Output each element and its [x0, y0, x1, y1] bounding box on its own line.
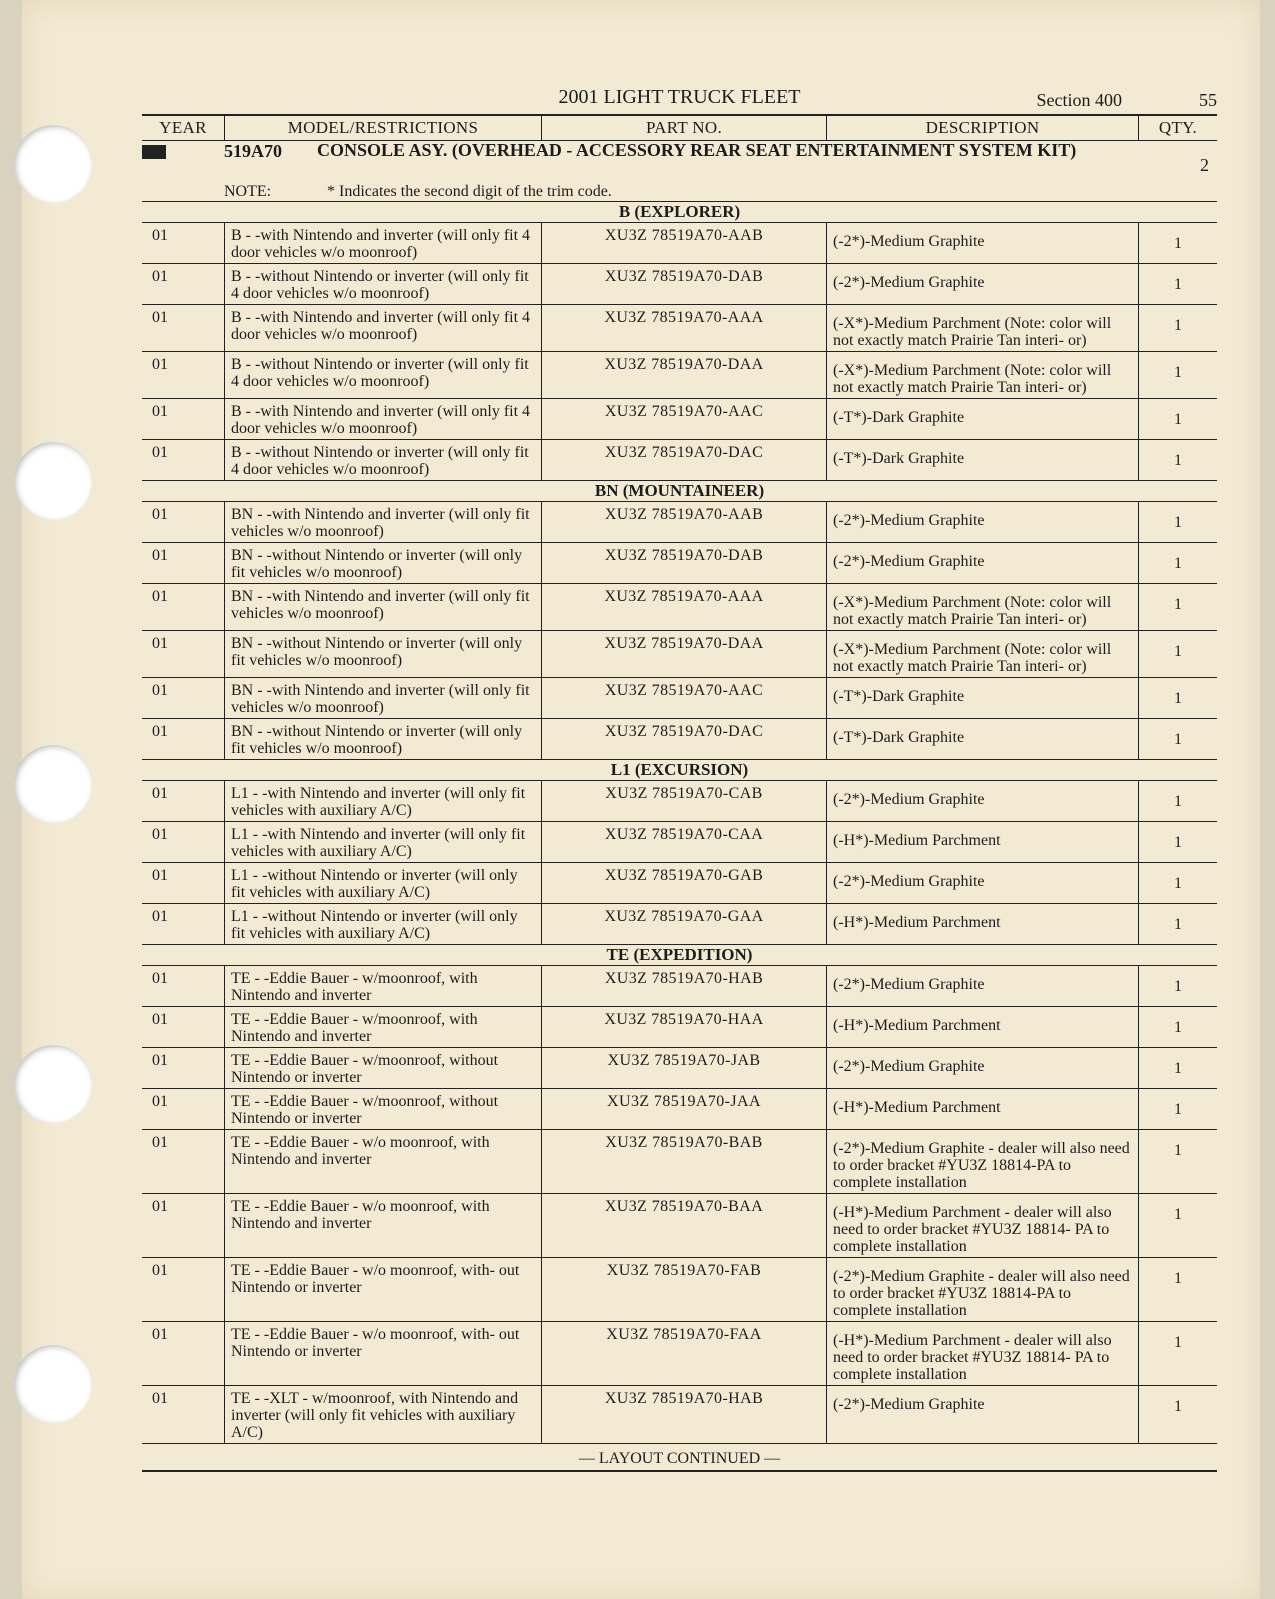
qty-cell: 1 — [1138, 1258, 1217, 1321]
page-title: 2001 LIGHT TRUCK FLEET — [558, 86, 801, 108]
table-row — [142, 1194, 1217, 1258]
part-number-cell: XU3Z 78519A70-AAA — [541, 305, 826, 351]
model-cell: TE - -Eddie Bauer - w/moonroof, with Nintendo and inverter — [224, 966, 541, 1006]
qty-cell: 1 — [1138, 631, 1217, 677]
column-header-part: PART NO. — [541, 116, 826, 140]
qty-cell: 1 — [1138, 1089, 1217, 1129]
year-cell: 01 — [152, 268, 168, 285]
description-cell: (-2*)-Medium Graphite — [826, 781, 1138, 821]
qty-cell: 1 — [1138, 719, 1217, 759]
qty-cell: 1 — [1138, 1130, 1217, 1193]
qty-cell: 1 — [1138, 1322, 1217, 1385]
part-number-cell: XU3Z 78519A70-DAC — [541, 719, 826, 759]
binder-hole — [14, 1045, 92, 1123]
year-cell: 01 — [152, 785, 168, 802]
part-number-cell: XU3Z 78519A70-FAA — [541, 1322, 826, 1385]
description-cell: (-2*)-Medium Graphite — [826, 863, 1138, 903]
column-header-qty: QTY. — [1138, 116, 1217, 140]
qty-cell: 1 — [1138, 822, 1217, 862]
description-cell: (-2*)-Medium Graphite — [826, 502, 1138, 542]
table-row — [142, 1322, 1217, 1386]
description-cell: (-H*)-Medium Parchment — [826, 822, 1138, 862]
part-number-cell: XU3Z 78519A70-DAA — [541, 352, 826, 398]
model-cell: B - -with Nintendo and inverter (will only fit 4 door vehicles w/o moonroof) — [224, 223, 541, 263]
part-number-cell: XU3Z 78519A70-FAB — [541, 1258, 826, 1321]
black-marker-icon — [142, 145, 166, 159]
description-cell: (-H*)-Medium Parchment - dealer will also need to order bracket #YU3Z 18814- PA to complete installation — [826, 1194, 1138, 1257]
model-cell: L1 - -without Nintendo or inverter (will only fit vehicles with auxiliary A/C) — [224, 904, 541, 944]
table-row — [142, 543, 1217, 584]
column-header-year: YEAR — [159, 118, 207, 137]
qty-cell: 1 — [1138, 440, 1217, 480]
qty-cell: 1 — [1138, 1194, 1217, 1257]
year-cell: 01 — [152, 970, 168, 987]
year-cell: 01 — [152, 826, 168, 843]
model-cell: B - -with Nintendo and inverter (will only fit 4 door vehicles w/o moonroof) — [224, 305, 541, 351]
model-cell: L1 - -with Nintendo and inverter (will only fit vehicles with auxiliary A/C) — [224, 822, 541, 862]
qty-cell: 1 — [1138, 305, 1217, 351]
table-row — [142, 719, 1217, 760]
part-number-cell: XU3Z 78519A70-GAB — [541, 863, 826, 903]
model-cell: BN - -with Nintendo and inverter (will only fit vehicles w/o moonroof) — [224, 678, 541, 718]
table-row — [142, 822, 1217, 863]
table-row — [142, 1007, 1217, 1048]
year-cell: 01 — [152, 1011, 168, 1028]
note-text: * Indicates the second digit of the trim code. — [327, 183, 612, 200]
table-row — [142, 1089, 1217, 1130]
qty-cell: 1 — [1138, 678, 1217, 718]
page-number: 55 — [1199, 90, 1217, 110]
part-number-cell: XU3Z 78519A70-DAB — [541, 543, 826, 583]
model-cell: L1 - -without Nintendo or inverter (will only fit vehicles with auxiliary A/C) — [224, 863, 541, 903]
year-cell: 01 — [152, 444, 168, 461]
table-row — [142, 1130, 1217, 1194]
qty-cell: 1 — [1138, 502, 1217, 542]
table-row — [142, 631, 1217, 678]
year-cell: 01 — [152, 1134, 168, 1151]
table-row — [142, 904, 1217, 945]
binder-hole — [14, 1345, 92, 1423]
year-cell: 01 — [152, 1198, 168, 1215]
description-cell: (-X*)-Medium Parchment (Note: color will not exactly match Prairie Tan interi- or) — [826, 584, 1138, 630]
description-cell: (-2*)-Medium Graphite - dealer will also need to order bracket #YU3Z 18814-PA to complete installation — [826, 1130, 1138, 1193]
table-row — [142, 305, 1217, 352]
part-qty: 2 — [1200, 155, 1209, 175]
model-cell: BN - -without Nintendo or inverter (will only fit vehicles w/o moonroof) — [224, 631, 541, 677]
model-cell: B - -without Nintendo or inverter (will only fit 4 door vehicles w/o moonroof) — [224, 440, 541, 480]
table-row — [142, 440, 1217, 481]
part-number-cell: XU3Z 78519A70-JAB — [541, 1048, 826, 1088]
description-cell: (-T*)-Dark Graphite — [826, 440, 1138, 480]
note-label: NOTE: — [224, 183, 272, 200]
qty-cell: 1 — [1138, 399, 1217, 439]
table-row — [142, 584, 1217, 631]
description-cell: (-X*)-Medium Parchment (Note: color will not exactly match Prairie Tan interi- or) — [826, 305, 1138, 351]
binder-hole — [14, 125, 92, 203]
year-cell: 01 — [152, 1326, 168, 1343]
year-cell: 01 — [152, 1390, 168, 1407]
vehicle-groups — [142, 202, 1217, 1444]
model-cell: BN - -without Nintendo or inverter (will only fit vehicles w/o moonroof) — [224, 719, 541, 759]
model-cell: BN - -without Nintendo or inverter (will only fit vehicles w/o moonroof) — [224, 543, 541, 583]
qty-cell: 1 — [1138, 223, 1217, 263]
model-cell: TE - -Eddie Bauer - w/o moonroof, with Nintendo and inverter — [224, 1194, 541, 1257]
table-row — [142, 1048, 1217, 1089]
description-cell: (-T*)-Dark Graphite — [826, 678, 1138, 718]
year-cell: 01 — [152, 1093, 168, 1110]
model-cell: TE - -Eddie Bauer - w/o moonroof, with Nintendo and inverter — [224, 1130, 541, 1193]
table-row — [142, 502, 1217, 543]
part-number-cell: XU3Z 78519A70-HAB — [541, 966, 826, 1006]
model-cell: BN - -with Nintendo and inverter (will only fit vehicles w/o moonroof) — [224, 584, 541, 630]
model-cell: B - -without Nintendo or inverter (will only fit 4 door vehicles w/o moonroof) — [224, 352, 541, 398]
year-cell: 01 — [152, 1262, 168, 1279]
qty-cell: 1 — [1138, 904, 1217, 944]
qty-cell: 1 — [1138, 1007, 1217, 1047]
part-number-cell: XU3Z 78519A70-CAA — [541, 822, 826, 862]
binder-hole — [14, 442, 92, 520]
qty-cell: 1 — [1138, 352, 1217, 398]
part-number-cell: XU3Z 78519A70-JAA — [541, 1089, 826, 1129]
section-label: Section 400 — [1036, 90, 1122, 110]
table-row — [142, 352, 1217, 399]
part-number-cell: XU3Z 78519A70-HAB — [541, 1386, 826, 1443]
model-cell: TE - -Eddie Bauer - w/o moonroof, with- out Nintendo or inverter — [224, 1322, 541, 1385]
year-cell: 01 — [152, 506, 168, 523]
description-cell: (-2*)-Medium Graphite — [826, 966, 1138, 1006]
model-cell: TE - -Eddie Bauer - w/o moonroof, with- out Nintendo or inverter — [224, 1258, 541, 1321]
model-cell: TE - -Eddie Bauer - w/moonroof, without Nintendo or inverter — [224, 1089, 541, 1129]
part-number-cell: XU3Z 78519A70-AAC — [541, 399, 826, 439]
description-cell: (-2*)-Medium Graphite — [826, 543, 1138, 583]
description-cell: (-X*)-Medium Parchment (Note: color will not exactly match Prairie Tan interi- or) — [826, 352, 1138, 398]
column-header-description: DESCRIPTION — [826, 116, 1138, 140]
table-row — [142, 781, 1217, 822]
layout-continued-footer: — LAYOUT CONTINUED — — [142, 1450, 1217, 1472]
table-row — [142, 223, 1217, 264]
qty-cell: 1 — [1138, 264, 1217, 304]
table-row — [142, 1258, 1217, 1322]
part-name: CONSOLE ASY. (OVERHEAD - ACCESSORY REAR SEAT ENTERTAINMENT SYSTEM KIT) — [317, 140, 1077, 160]
part-heading — [142, 141, 1217, 179]
table-row — [142, 399, 1217, 440]
model-cell: L1 - -with Nintendo and inverter (will only fit vehicles with auxiliary A/C) — [224, 781, 541, 821]
year-cell: 01 — [152, 1052, 168, 1069]
model-cell: TE - -Eddie Bauer - w/moonroof, with Nintendo and inverter — [224, 1007, 541, 1047]
table-row — [142, 1386, 1217, 1444]
qty-cell: 1 — [1138, 543, 1217, 583]
column-header-model: MODEL/RESTRICTIONS — [224, 116, 541, 140]
qty-cell: 1 — [1138, 1386, 1217, 1443]
table-row — [142, 966, 1217, 1007]
year-cell: 01 — [152, 635, 168, 652]
description-cell: (-T*)-Dark Graphite — [826, 399, 1138, 439]
qty-cell: 1 — [1138, 966, 1217, 1006]
year-cell: 01 — [152, 867, 168, 884]
page-header — [142, 80, 1217, 114]
qty-cell: 1 — [1138, 863, 1217, 903]
note-line — [142, 179, 1217, 202]
description-cell: (-H*)-Medium Parchment — [826, 904, 1138, 944]
group-title: BN (MOUNTAINEER) — [142, 481, 1217, 502]
description-cell: (-T*)-Dark Graphite — [826, 719, 1138, 759]
part-code: 519A70 — [224, 141, 282, 161]
year-cell: 01 — [152, 356, 168, 373]
description-cell: (-2*)-Medium Graphite — [826, 264, 1138, 304]
table-row — [142, 678, 1217, 719]
part-number-cell: XU3Z 78519A70-AAB — [541, 502, 826, 542]
part-number-cell: XU3Z 78519A70-DAA — [541, 631, 826, 677]
document-page — [22, 0, 1260, 1599]
description-cell: (-H*)-Medium Parchment — [826, 1089, 1138, 1129]
year-cell: 01 — [152, 723, 168, 740]
part-number-cell: XU3Z 78519A70-DAC — [541, 440, 826, 480]
description-cell: (-2*)-Medium Graphite — [826, 1048, 1138, 1088]
group-title: L1 (EXCURSION) — [142, 760, 1217, 781]
qty-cell: 1 — [1138, 781, 1217, 821]
description-cell: (-H*)-Medium Parchment — [826, 1007, 1138, 1047]
model-cell: B - -with Nintendo and inverter (will only fit 4 door vehicles w/o moonroof) — [224, 399, 541, 439]
description-cell: (-H*)-Medium Parchment - dealer will also need to order bracket #YU3Z 18814- PA to complete installation — [826, 1322, 1138, 1385]
column-header-row — [142, 114, 1217, 141]
table-row — [142, 264, 1217, 305]
binder-hole — [14, 745, 92, 823]
year-cell: 01 — [152, 309, 168, 326]
model-cell: BN - -with Nintendo and inverter (will only fit vehicles w/o moonroof) — [224, 502, 541, 542]
model-cell: B - -without Nintendo or inverter (will only fit 4 door vehicles w/o moonroof) — [224, 264, 541, 304]
part-number-cell: XU3Z 78519A70-AAC — [541, 678, 826, 718]
part-number-cell: XU3Z 78519A70-BAB — [541, 1130, 826, 1193]
description-cell: (-2*)-Medium Graphite — [826, 1386, 1138, 1443]
part-number-cell: XU3Z 78519A70-AAA — [541, 584, 826, 630]
year-cell: 01 — [152, 227, 168, 244]
model-cell: TE - -XLT - w/moonroof, with Nintendo and inverter (will only fit vehicles with auxiliary A/C) — [224, 1386, 541, 1443]
part-number-cell: XU3Z 78519A70-HAA — [541, 1007, 826, 1047]
year-cell: 01 — [152, 588, 168, 605]
description-cell: (-2*)-Medium Graphite — [826, 223, 1138, 263]
description-cell: (-X*)-Medium Parchment (Note: color will not exactly match Prairie Tan interi- or) — [826, 631, 1138, 677]
parts-listing — [142, 80, 1217, 1472]
part-number-cell: XU3Z 78519A70-BAA — [541, 1194, 826, 1257]
part-number-cell: XU3Z 78519A70-DAB — [541, 264, 826, 304]
description-cell: (-2*)-Medium Graphite - dealer will also need to order bracket #YU3Z 18814-PA to complete installation — [826, 1258, 1138, 1321]
part-number-cell: XU3Z 78519A70-CAB — [541, 781, 826, 821]
model-cell: TE - -Eddie Bauer - w/moonroof, without Nintendo or inverter — [224, 1048, 541, 1088]
year-cell: 01 — [152, 403, 168, 420]
year-cell: 01 — [152, 908, 168, 925]
year-cell: 01 — [152, 682, 168, 699]
table-row — [142, 863, 1217, 904]
group-title: B (EXPLORER) — [142, 202, 1217, 223]
qty-cell: 1 — [1138, 584, 1217, 630]
qty-cell: 1 — [1138, 1048, 1217, 1088]
year-cell: 01 — [152, 547, 168, 564]
part-number-cell: XU3Z 78519A70-AAB — [541, 223, 826, 263]
group-title: TE (EXPEDITION) — [142, 945, 1217, 966]
part-number-cell: XU3Z 78519A70-GAA — [541, 904, 826, 944]
